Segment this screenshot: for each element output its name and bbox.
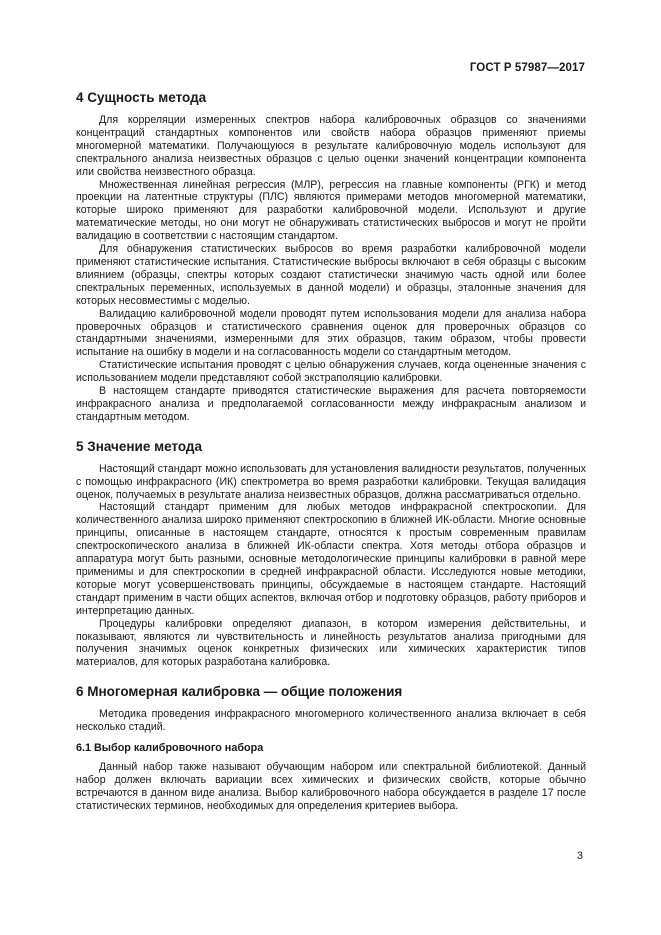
paragraph: Процедуры калибровки определяют диапазон, в котором измерения действительны, и показывают, являются ли чувствительность и линейность результатов анализа пригодными для получения значимых оценок конкретных физических или химических характеристик типов материалов, для которых разработана калибровка. (76, 617, 586, 669)
section-5 (76, 439, 586, 670)
page-number: 3 (576, 850, 583, 862)
section-heading: 5 Значение метода (76, 438, 202, 454)
paragraph: Настоящий стандарт применим для любых методов инфракрасной спектроскопии. Для количественного анализа широко применяют спектроскопию в ближней ИК-области. Многие основные принципы, описанные в настоящем стандарте, относятся к простым современным правилам спектроскопического анализа в ближней ИК-области спектра. Хотя методы отбора образцов и аппаратура могут быть разными, основные методологические принципы калибровки в равной мере применимы и для спектроскопии в средней инфракрасной области. Исследуются новые методики, которые могут усовершенствовать принципы, обсуждаемые в настоящем стандарте. Настоящий стандарт применим в части общих аспектов, включая отбор и подготовку образцов, работу приборов и интерпретацию данных. (76, 501, 586, 617)
paragraph: Для обнаружения статистических выбросов во время разработки калибровочной модели применяют статистические испытания. Статистические выбросы включают в себя образцы с высоким влиянием (образцы, спектры которых создают статистически значимую часть одной или более спектральных переменных, используемых в данной модели) и образцы, эталонные значения для которых несовместимы с моделью. (76, 243, 586, 307)
standard-number: ГОСТ Р 57987—2017 (469, 62, 585, 74)
paragraph: Для корреляции измеренных спектров набора калибровочных образцов со значениями концентраций стандартных компонентов или свойств набора образцов применяют приемы многомерной математики. Получающуюся в результате калибровочную модель используют для спектрального анализа неизвестных образцов с целью оценки значений концентрации компонента или свойства неизвестного образца. (76, 114, 586, 178)
paragraph: Методика проведения инфракрасного многомерного количественного анализа включает в себя несколько стадий. (76, 708, 586, 734)
section-heading: 4 Сущность метода (76, 90, 207, 105)
section-heading: 6 Многомерная калибровка — общие положения (76, 684, 403, 700)
section-4 (76, 90, 586, 424)
paragraph: Статистические испытания проводят с целью обнаружения случаев, когда оцененные значения с использованием модели представляют собой экстраполяцию калибровки. (76, 359, 586, 385)
paragraph: В настоящем стандарте приводятся статистические выражения для расчета повторяемости инфракрасного анализа и предполагаемой согласованности между инфракрасным анализом и стандартным методом. (76, 385, 586, 423)
section-6 (76, 684, 586, 812)
subsection-heading: 6.1 Выбор калибровочного набора (76, 742, 264, 755)
paragraph: Множественная линейная регрессия (МЛР), регрессия на главные компоненты (РГК) и метод проекции на латентные структуры (ПЛС) являются примерами методов многомерной математики, которые широко применяют для разработки калибровочной модели. Используют и другие математические методы, но они могут не обнаруживать статистических выбросов и могут не пройти валидацию в соответствии с настоящим стандартом. (76, 178, 586, 243)
page-content (76, 90, 586, 828)
paragraph: Настоящий стандарт можно использовать для установления валидности результатов, полученных с помощью инфракрасного (ИК) спектрометра во время разработки калибровки. Текущая валидация оценок, получаемых в результате анализа неизвестных образцов, должна рассматриваться отдельно. (76, 462, 586, 501)
paragraph: Валидацию калибровочной модели проводят путем использования модели для анализа набора проверочных образцов и статистического сравнения оценок для проверочных образцов со стандартными значениями, измеренными для этих образцов, таким образом, чтобы провести испытание на ошибку в модели и на согласованность модели со стандартным методом. (76, 307, 586, 359)
paragraph: Данный набор также называют обучающим набором или спектральной библиотекой. Данный набор должен включать вариации всех химических и физических свойств, которые обычно встречаются в данном виде анализа. Выбор калибровочного набора обсуждается в разделе 17 после статистических терминов, необходимых для определения критериев выбора. (76, 761, 586, 812)
